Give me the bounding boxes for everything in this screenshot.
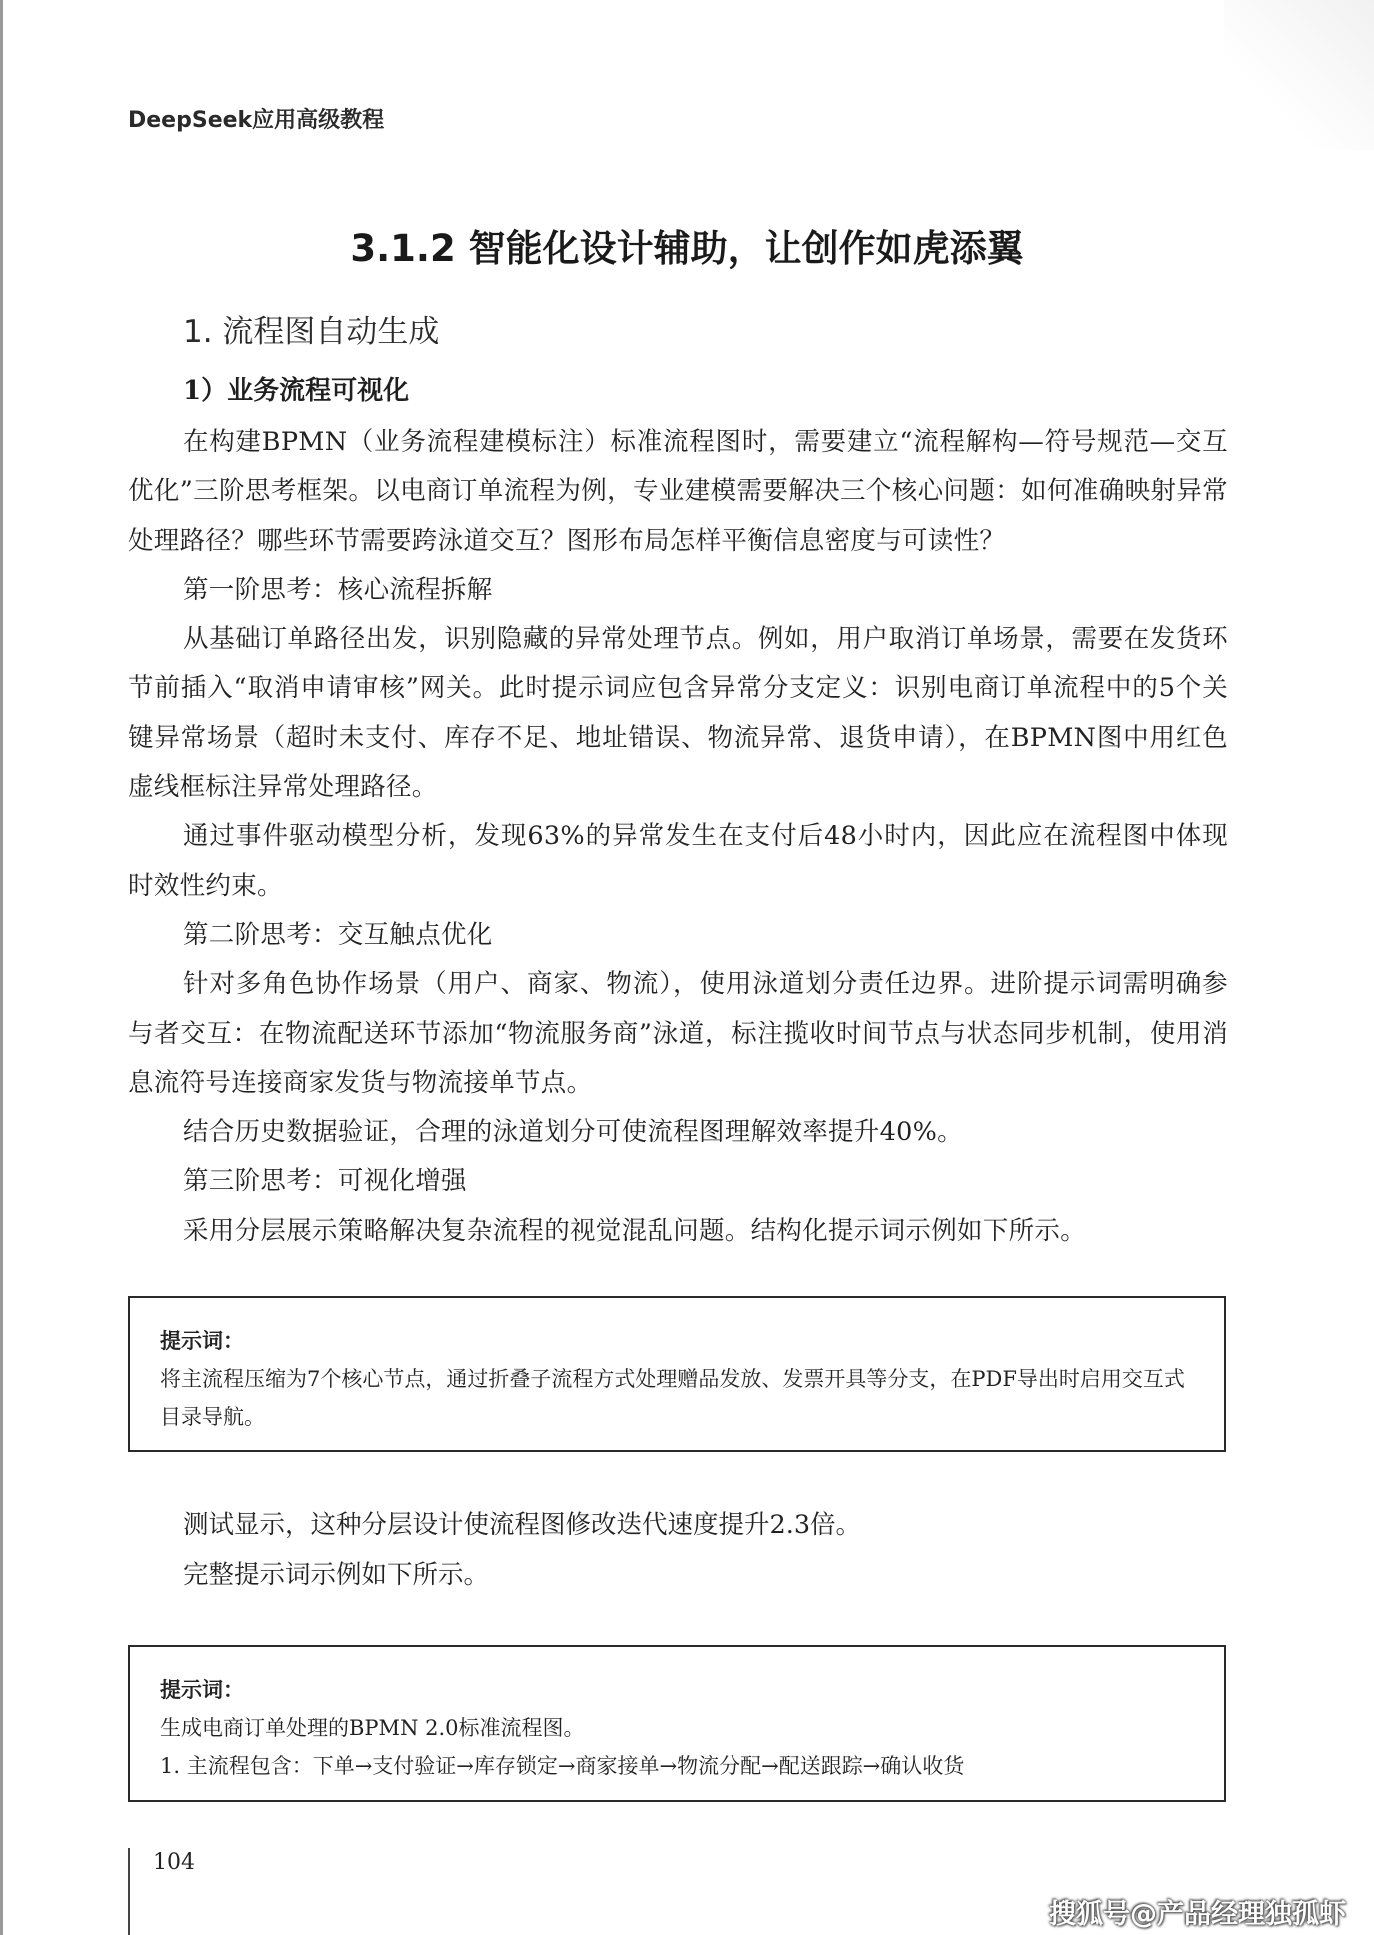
prompt-line: 1. 主流程包含：下单→支付验证→库存锁定→商家接单→物流分配→配送跟踪→确认收货	[160, 1754, 965, 1778]
watermark: 搜狐号@产品经理独孤虾	[1049, 1899, 1346, 1930]
subsubsection-heading: 1）业务流程可视化	[183, 376, 410, 406]
paragraph: 针对多角色协作场景（用户、商家、物流），使用泳道划分责任边界。进阶提示词需明确参与者交互：在物流配送环节添加“物流服务商”泳道，标注揽收时间节点与状态同步机制，使用消息流符号连接商家发货与物流接单节点。	[128, 969, 1228, 1098]
subsection-heading: 1. 流程图自动生成	[183, 314, 440, 350]
paragraph: 第三阶思考：可视化增强	[183, 1166, 467, 1197]
section-title: 3.1.2 智能化设计辅助，让创作如虎添翼	[350, 227, 1024, 270]
prompt-label: 提示词：	[160, 1328, 244, 1353]
paragraph: 在构建BPMN（业务流程建模标注）标准流程图时，需要建立“流程解构—符号规范—交互优化”三阶思考框架。以电商订单流程为例，专业建模需要解决三个核心问题：如何准确映射异常处理路径？哪些环节需要跨泳道交互？图形布局怎样平衡信息密度与可读性？	[128, 427, 1228, 556]
page-number: 104	[153, 1850, 195, 1875]
page-edge	[0, 0, 3, 1935]
body-text-2	[128, 1500, 1228, 1600]
prompt-line: 生成电商订单处理的BPMN 2.0标准流程图。	[160, 1716, 585, 1740]
footer-rule	[128, 1848, 130, 1935]
paragraph: 采用分层展示策略解决复杂流程的视觉混乱问题。结构化提示词示例如下所示。	[183, 1215, 1087, 1246]
paragraph: 结合历史数据验证，合理的泳道划分可使流程图理解效率提升40%。	[183, 1117, 963, 1148]
running-head: DeepSeek应用高级教程	[128, 108, 385, 133]
paragraph: 第二阶思考：交互触点优化	[183, 919, 493, 950]
corner-shade	[1224, 0, 1374, 150]
prompt-box	[128, 1296, 1226, 1452]
prompt-label: 提示词：	[160, 1677, 244, 1702]
paragraph: 测试显示，这种分层设计使流程图修改迭代速度提升2.3倍。	[183, 1510, 862, 1540]
paragraph: 第一阶思考：核心流程拆解	[183, 574, 493, 605]
prompt-text: 将主流程压缩为7个核心节点，通过折叠子流程方式处理赠品发放、发票开具等分支，在PDF导出时启用交互式目录导航。	[160, 1367, 1185, 1429]
prompt-box	[128, 1645, 1226, 1802]
paragraph: 从基础订单路径出发，识别隐藏的异常处理节点。例如，用户取消订单场景，需要在发货环节前插入“取消申请审核”网关。此时提示词应包含异常分支定义：识别电商订单流程中的5个关键异常场景（超时未支付、库存不足、地址错误、物流异常、退货申请），在BPMN图中用红色虚线框标注异常处理路径。	[128, 624, 1228, 803]
paragraph: 通过事件驱动模型分析，发现63%的异常发生在支付后48小时内，因此应在流程图中体现时效性约束。	[128, 821, 1228, 901]
body-text	[128, 418, 1228, 1256]
paragraph: 完整提示词示例如下所示。	[183, 1560, 490, 1590]
